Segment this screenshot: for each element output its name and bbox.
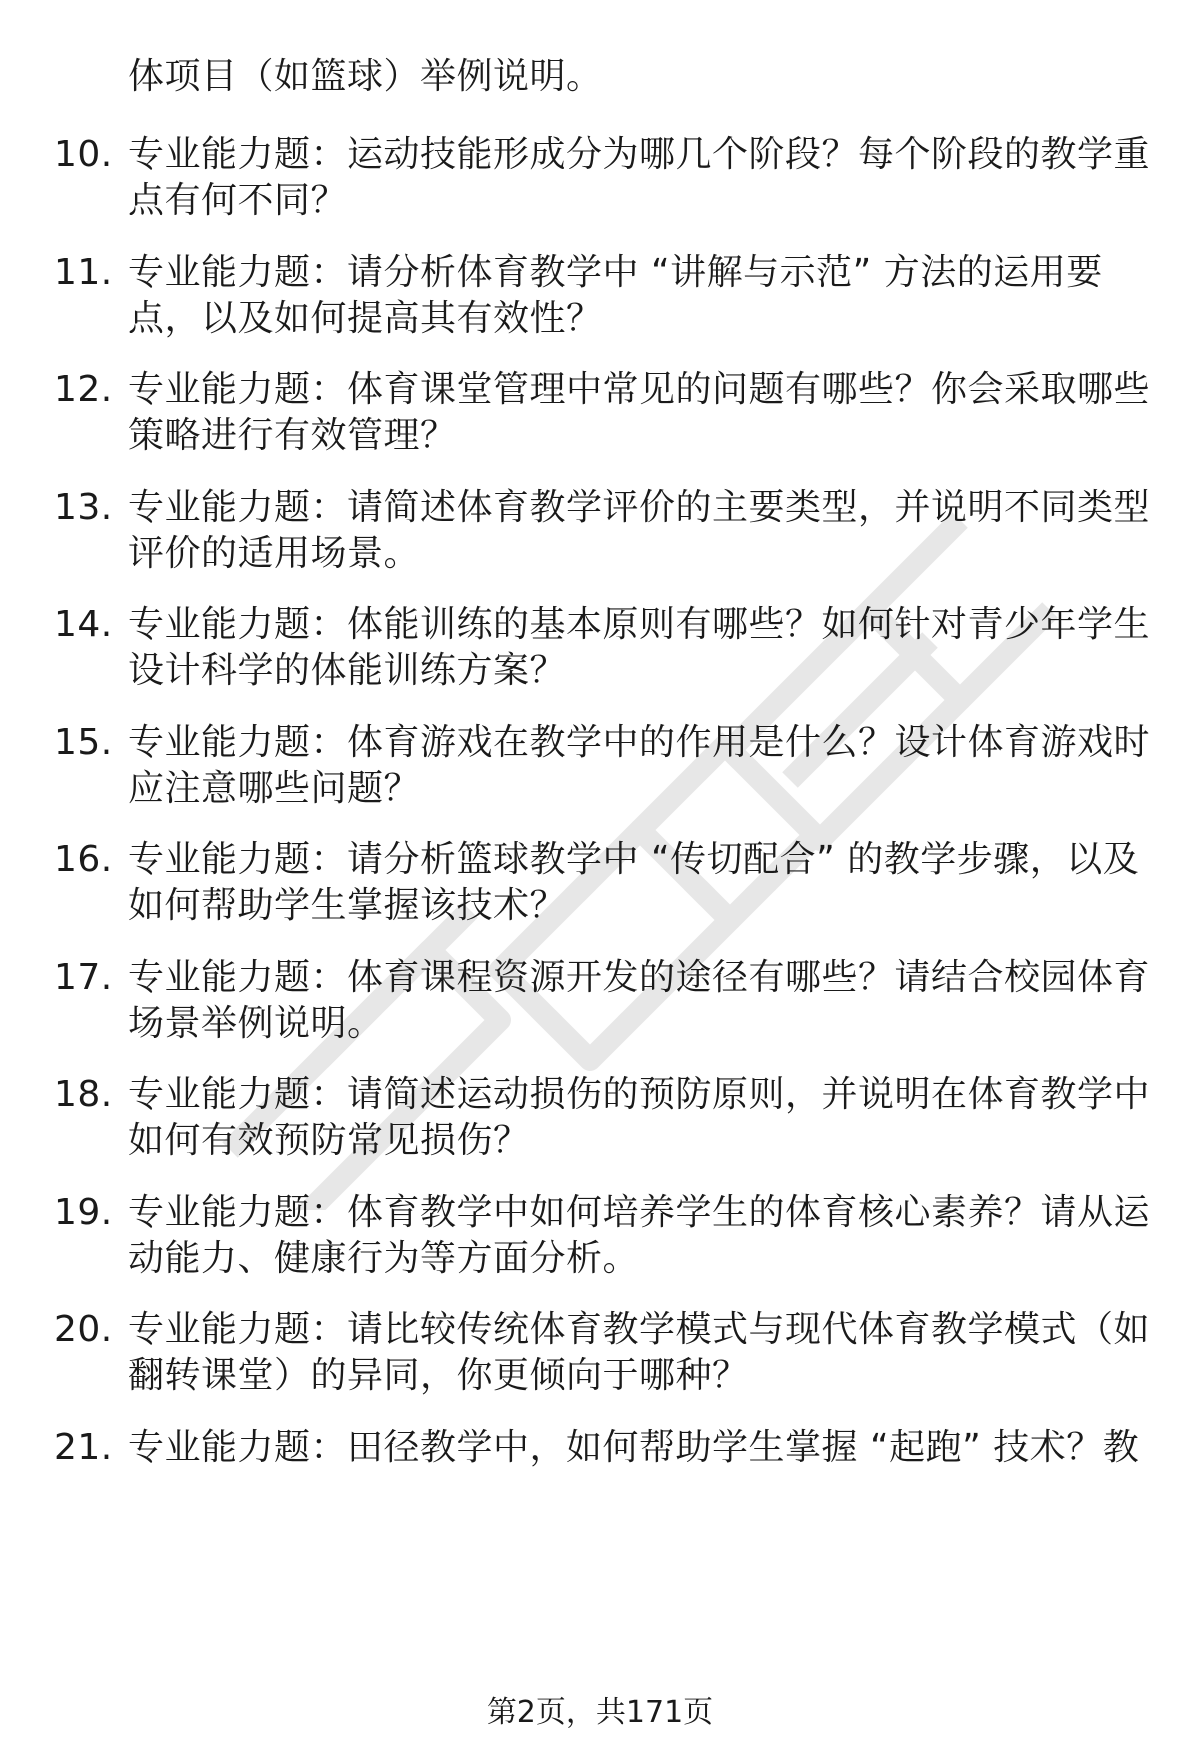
question-text-line1: 专业能力题：请比较传统体育教学模式与现代体育教学模式（如 xyxy=(128,1309,1151,1350)
question-text-line1: 专业能力题：田径教学中，如何帮助学生掌握 “起跑” 技术？教 xyxy=(128,1427,1140,1468)
page-footer: 第2页，共171页 xyxy=(486,1695,714,1730)
question-text-line1: 专业能力题：体育游戏在教学中的作用是什么？设计体育游戏时 xyxy=(128,722,1151,763)
question-text-line1: 专业能力题：请分析篮球教学中 “传切配合” 的教学步骤，以及 xyxy=(128,839,1140,880)
question-number: 10. xyxy=(54,134,113,175)
question-text-line1: 专业能力题：体能训练的基本原则有哪些？如何针对青少年学生 xyxy=(128,604,1151,645)
question-number: 11. xyxy=(54,252,113,293)
question-number: 17. xyxy=(54,957,113,998)
question-text-line2: 应注意哪些问题？ xyxy=(128,768,421,809)
question-text-line1: 专业能力题：请简述运动损伤的预防原则，并说明在体育教学中 xyxy=(128,1074,1151,1115)
question-text-line2: 点，以及如何提高其有效性？ xyxy=(128,298,603,339)
question-number: 14. xyxy=(54,604,113,645)
question-text-line1: 专业能力题：请简述体育教学评价的主要类型，并说明不同类型 xyxy=(128,487,1151,528)
question-number: 19. xyxy=(54,1192,113,1233)
question-number: 16. xyxy=(54,839,113,880)
question-number: 12. xyxy=(54,369,113,410)
question-text-line1: 专业能力题：运动技能形成分为哪几个阶段？每个阶段的教学重 xyxy=(128,134,1151,175)
question-text-line2: 场景举例说明。 xyxy=(128,1003,384,1044)
question-text-line2: 翻转课堂）的异同，你更倾向于哪种？ xyxy=(128,1355,749,1396)
question-text-line2: 评价的适用场景。 xyxy=(128,533,421,574)
continuation-text: 体项目（如篮球）举例说明。 xyxy=(128,56,603,97)
question-text-line2: 如何帮助学生掌握该技术？ xyxy=(128,885,567,926)
question-text-line2: 动能力、健康行为等方面分析。 xyxy=(128,1238,640,1279)
question-text-line2: 设计科学的体能训练方案？ xyxy=(128,650,567,691)
question-text-line2: 策略进行有效管理？ xyxy=(128,415,457,456)
question-text-line2: 如何有效预防常见损伤？ xyxy=(128,1120,530,1161)
question-number: 15. xyxy=(54,722,113,763)
question-text-line1: 专业能力题：体育课程资源开发的途径有哪些？请结合校园体育 xyxy=(128,957,1151,998)
question-number: 18. xyxy=(54,1074,113,1115)
question-number: 20. xyxy=(54,1309,113,1350)
question-text-line1: 专业能力题：请分析体育教学中 “讲解与示范” 方法的运用要 xyxy=(128,252,1103,293)
question-text-line2: 点有何不同？ xyxy=(128,180,348,221)
question-text-line1: 专业能力题：体育课堂管理中常见的问题有哪些？你会采取哪些 xyxy=(128,369,1151,410)
question-number: 21. xyxy=(54,1427,113,1468)
question-number: 13. xyxy=(54,487,113,528)
question-text-line1: 专业能力题：体育教学中如何培养学生的体育核心素养？请从运 xyxy=(128,1192,1151,1233)
